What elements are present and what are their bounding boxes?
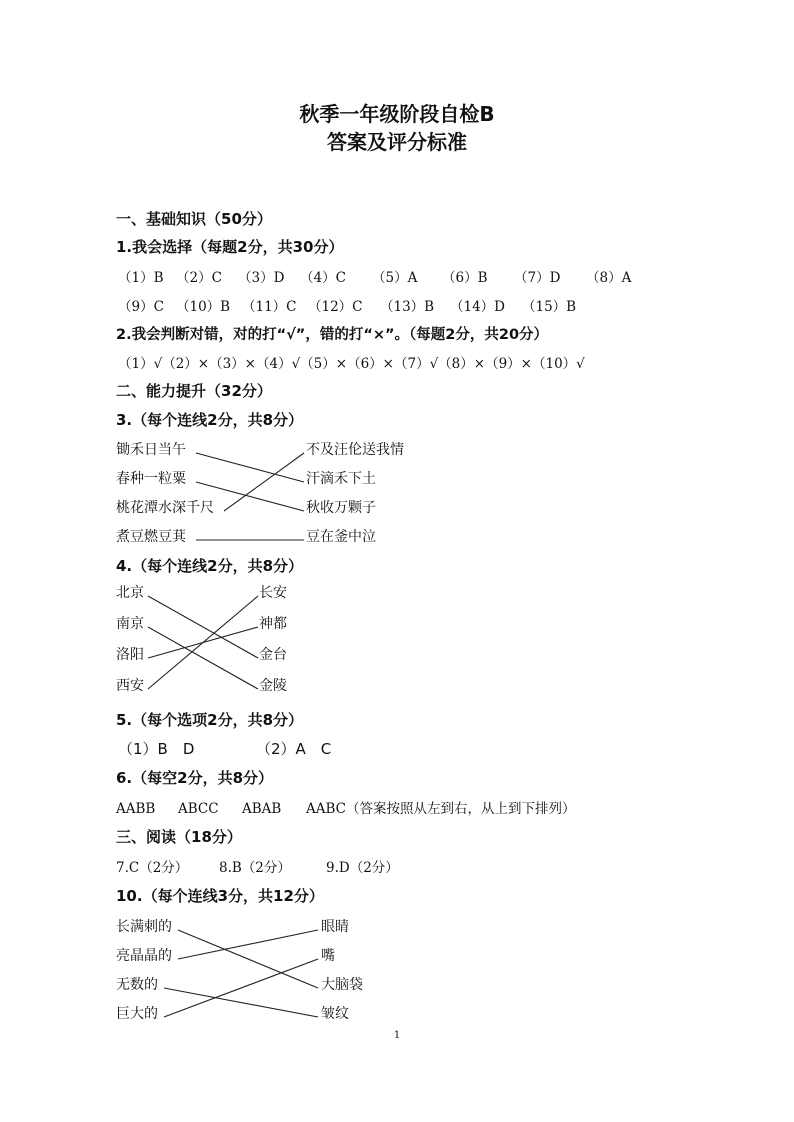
q6-answer: ABCC (178, 801, 219, 817)
q4-right-item: 神都 (259, 616, 287, 632)
q1-answer: （8）A (586, 270, 632, 286)
reading-answer: 7.C（2分） (116, 860, 189, 876)
q4-right-item: 长安 (259, 585, 287, 601)
q4-left-item: 洛阳 (116, 647, 144, 663)
q10-left-item: 亮晶晶的 (116, 948, 172, 964)
q1-answer: （1）B (118, 270, 164, 286)
match-line (178, 930, 318, 988)
q3-left-item: 煮豆燃豆萁 (116, 529, 186, 545)
q5-part-1: （1）B D (118, 740, 195, 758)
page-title: 秋季一年级阶段自检B (299, 102, 495, 126)
q1-answer: （13）B (380, 299, 435, 315)
q1-answer: （14）D (450, 299, 506, 315)
page-subtitle: 答案及评分标准 (327, 130, 467, 154)
q10-right-item: 大脑袋 (321, 977, 363, 993)
reading-answer: 9.D（2分） (326, 860, 399, 876)
q4-left-item: 西安 (116, 678, 144, 694)
q1-answer: （15）B (522, 299, 577, 315)
q3-left-item: 桃花潭水深千尺 (116, 500, 214, 516)
q3-right-item: 不及汪伦送我情 (306, 442, 404, 458)
q3-right-item: 秋收万颗子 (306, 500, 376, 516)
q10-right-item: 皱纹 (321, 1006, 349, 1022)
q1-answer: （3）D (238, 270, 285, 286)
q10-heading: 10.（每个连线3分，共12分） (116, 887, 324, 905)
q5-part-2: （2）A C (256, 740, 332, 758)
match-line (164, 988, 318, 1017)
q1-answer: （5）A (372, 270, 418, 286)
q3-right-item: 汗滴禾下土 (306, 471, 376, 487)
section2-heading: 二、能力提升（32分） (116, 382, 272, 400)
q10-left-item: 长满刺的 (116, 919, 172, 935)
q1-answer: （9）C (118, 299, 164, 315)
q1-answer: （12）C (308, 299, 363, 315)
q6-answer: AABB (116, 801, 156, 817)
q1-answer: （10）B (176, 299, 231, 315)
reading-answer: 8.B（2分） (219, 860, 291, 876)
q3-left-item: 春种一粒粟 (116, 471, 186, 487)
match-line (178, 930, 318, 959)
q6-answer: AABC（答案按照从左到右，从上到下排列） (306, 801, 576, 817)
q6-heading: 6.（每空2分，共8分） (116, 769, 274, 787)
q3-right-item: 豆在釜中泣 (306, 529, 376, 545)
section1-heading: 一、基础知识（50分） (116, 210, 272, 228)
q2-heading: 2.我会判断对错，对的打“√”，错的打“×”。（每题2分，共20分） (116, 327, 549, 343)
q4-left-item: 南京 (116, 616, 144, 632)
page-number: 1 (393, 1030, 401, 1041)
q3-heading: 3.（每个连线2分，共8分） (116, 411, 304, 429)
q1-answer: （6）B (442, 270, 488, 286)
q1-heading: 1.我会选择（每题2分，共30分） (116, 238, 344, 256)
q10-right-item: 嘴 (321, 948, 335, 964)
q1-answer: （2）C (176, 270, 222, 286)
q5-heading: 5.（每个选项2分，共8分） (116, 711, 304, 729)
q2-answers: （1）√（2）×（3）×（4）√（5）×（6）×（7）√（8）×（9）×（10）√ (118, 356, 585, 372)
q10-left-item: 无数的 (116, 977, 158, 993)
q1-answer: （7）D (514, 270, 561, 286)
section3-heading: 三、阅读（18分） (116, 828, 242, 846)
q10-left-item: 巨大的 (116, 1006, 158, 1022)
q1-answer: （4）C (300, 270, 346, 286)
q4-left-item: 北京 (116, 585, 144, 601)
q10-right-item: 眼睛 (321, 919, 349, 935)
q1-answer: （11）C (242, 299, 297, 315)
match-line (164, 959, 318, 1017)
q4-right-item: 金陵 (259, 678, 287, 694)
q4-right-item: 金台 (259, 647, 287, 663)
q6-answer: ABAB (242, 801, 282, 817)
q3-left-item: 锄禾日当午 (116, 442, 186, 458)
q4-heading: 4.（每个连线2分，共8分） (116, 557, 304, 575)
